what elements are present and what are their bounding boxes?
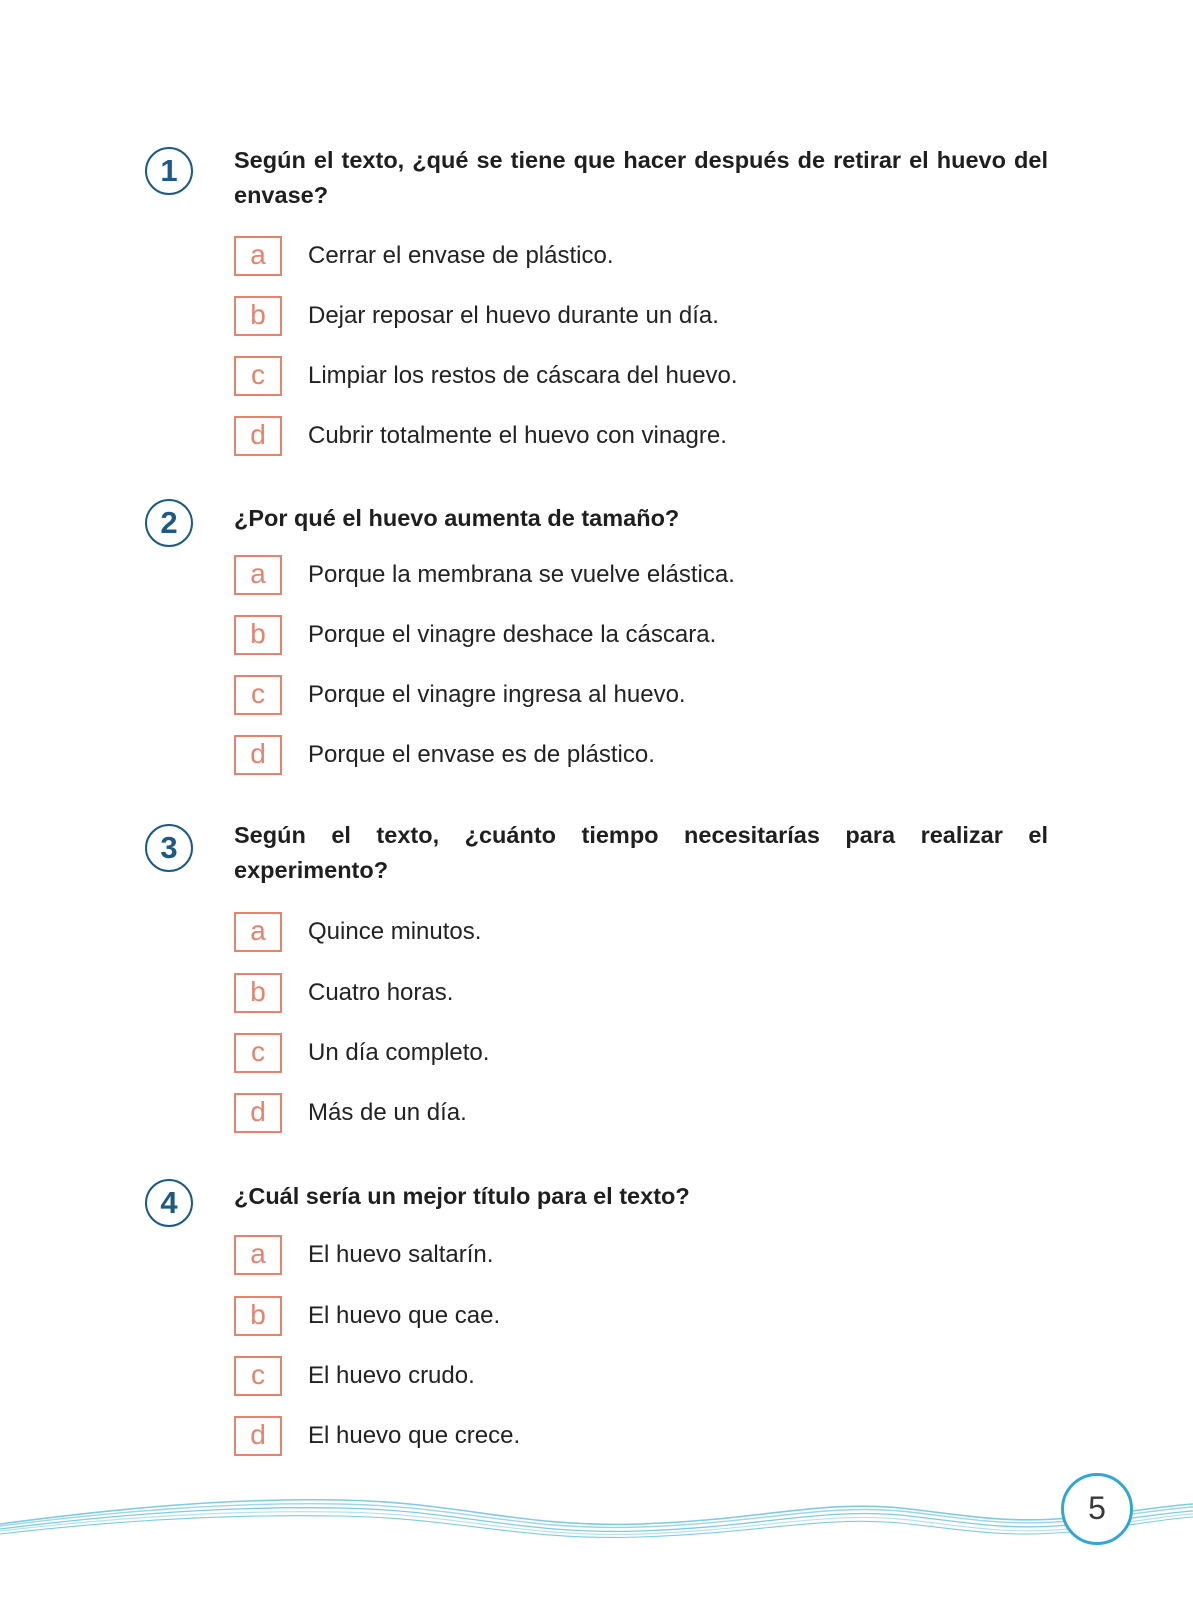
option-letter-box[interactable]: a — [234, 912, 282, 952]
option-letter-box[interactable]: c — [234, 1356, 282, 1396]
footer-wave-decoration — [0, 1478, 1193, 1558]
question-prompt: ¿Por qué el huevo aumenta de tamaño? — [234, 505, 680, 531]
answer-option-d[interactable] — [234, 735, 1034, 775]
option-letter-box[interactable]: d — [234, 1416, 282, 1456]
question-prompt: Según el texto, ¿qué se tiene que hacer después de retirar el huevo del envase? — [234, 147, 1048, 208]
option-letter-box[interactable]: c — [234, 675, 282, 715]
answer-option-a[interactable] — [234, 555, 1034, 595]
option-letter-box[interactable]: a — [234, 1235, 282, 1275]
question-prompt: Según el texto, ¿cuánto tiempo necesitarías para realizar el experimento? — [234, 822, 1048, 883]
answer-option-a[interactable] — [234, 236, 1034, 276]
option-text: Limpiar los restos de cáscara del huevo. — [308, 362, 738, 389]
option-text: Porque el vinagre ingresa al huevo. — [308, 681, 686, 708]
answer-option-b[interactable] — [234, 973, 1034, 1013]
option-text: Más de un día. — [308, 1099, 467, 1126]
answer-option-b[interactable] — [234, 615, 1034, 655]
option-letter-box[interactable]: d — [234, 1093, 282, 1133]
answer-option-b[interactable] — [234, 1296, 1034, 1336]
option-text: Cuatro horas. — [308, 979, 454, 1006]
option-letter-box[interactable]: b — [234, 615, 282, 655]
question-number-badge: 4 — [145, 1179, 193, 1227]
option-text: Quince minutos. — [308, 918, 482, 945]
page-number-badge: 5 — [1061, 1473, 1133, 1545]
option-letter-box[interactable]: a — [234, 236, 282, 276]
option-text: Dejar reposar el huevo durante un día. — [308, 302, 719, 329]
option-text: Porque el vinagre deshace la cáscara. — [308, 621, 717, 648]
option-letter-box[interactable]: d — [234, 735, 282, 775]
answer-option-c[interactable] — [234, 356, 1034, 396]
option-text: El huevo crudo. — [308, 1362, 475, 1389]
option-text: El huevo que crece. — [308, 1422, 521, 1449]
option-text: Cubrir totalmente el huevo con vinagre. — [308, 422, 727, 449]
answer-option-a[interactable] — [234, 1235, 1034, 1275]
option-letter-box[interactable]: b — [234, 1296, 282, 1336]
option-text: Porque la membrana se vuelve elástica. — [308, 561, 735, 588]
option-text: Cerrar el envase de plástico. — [308, 242, 614, 269]
question-number-badge: 2 — [145, 499, 193, 547]
answer-option-c[interactable] — [234, 675, 1034, 715]
option-letter-box[interactable]: b — [234, 296, 282, 336]
answer-option-d[interactable] — [234, 1093, 1034, 1133]
option-letter-box[interactable]: a — [234, 555, 282, 595]
option-text: El huevo saltarín. — [308, 1241, 494, 1268]
option-text: Porque el envase es de plástico. — [308, 741, 655, 768]
answer-option-a[interactable] — [234, 912, 1034, 952]
option-letter-box[interactable]: b — [234, 973, 282, 1013]
option-text: El huevo que cae. — [308, 1302, 501, 1329]
question-number-badge: 1 — [145, 147, 193, 195]
question-number-badge: 3 — [145, 824, 193, 872]
option-letter-box[interactable]: c — [234, 1033, 282, 1073]
answer-option-c[interactable] — [234, 1356, 1034, 1396]
question-prompt: ¿Cuál sería un mejor título para el texto? — [234, 1183, 690, 1209]
option-text: Un día completo. — [308, 1039, 490, 1066]
answer-option-d[interactable] — [234, 416, 1034, 456]
option-letter-box[interactable]: c — [234, 356, 282, 396]
option-letter-box[interactable]: d — [234, 416, 282, 456]
answer-option-b[interactable] — [234, 296, 1034, 336]
answer-option-d[interactable] — [234, 1416, 1034, 1456]
answer-option-c[interactable] — [234, 1033, 1034, 1073]
